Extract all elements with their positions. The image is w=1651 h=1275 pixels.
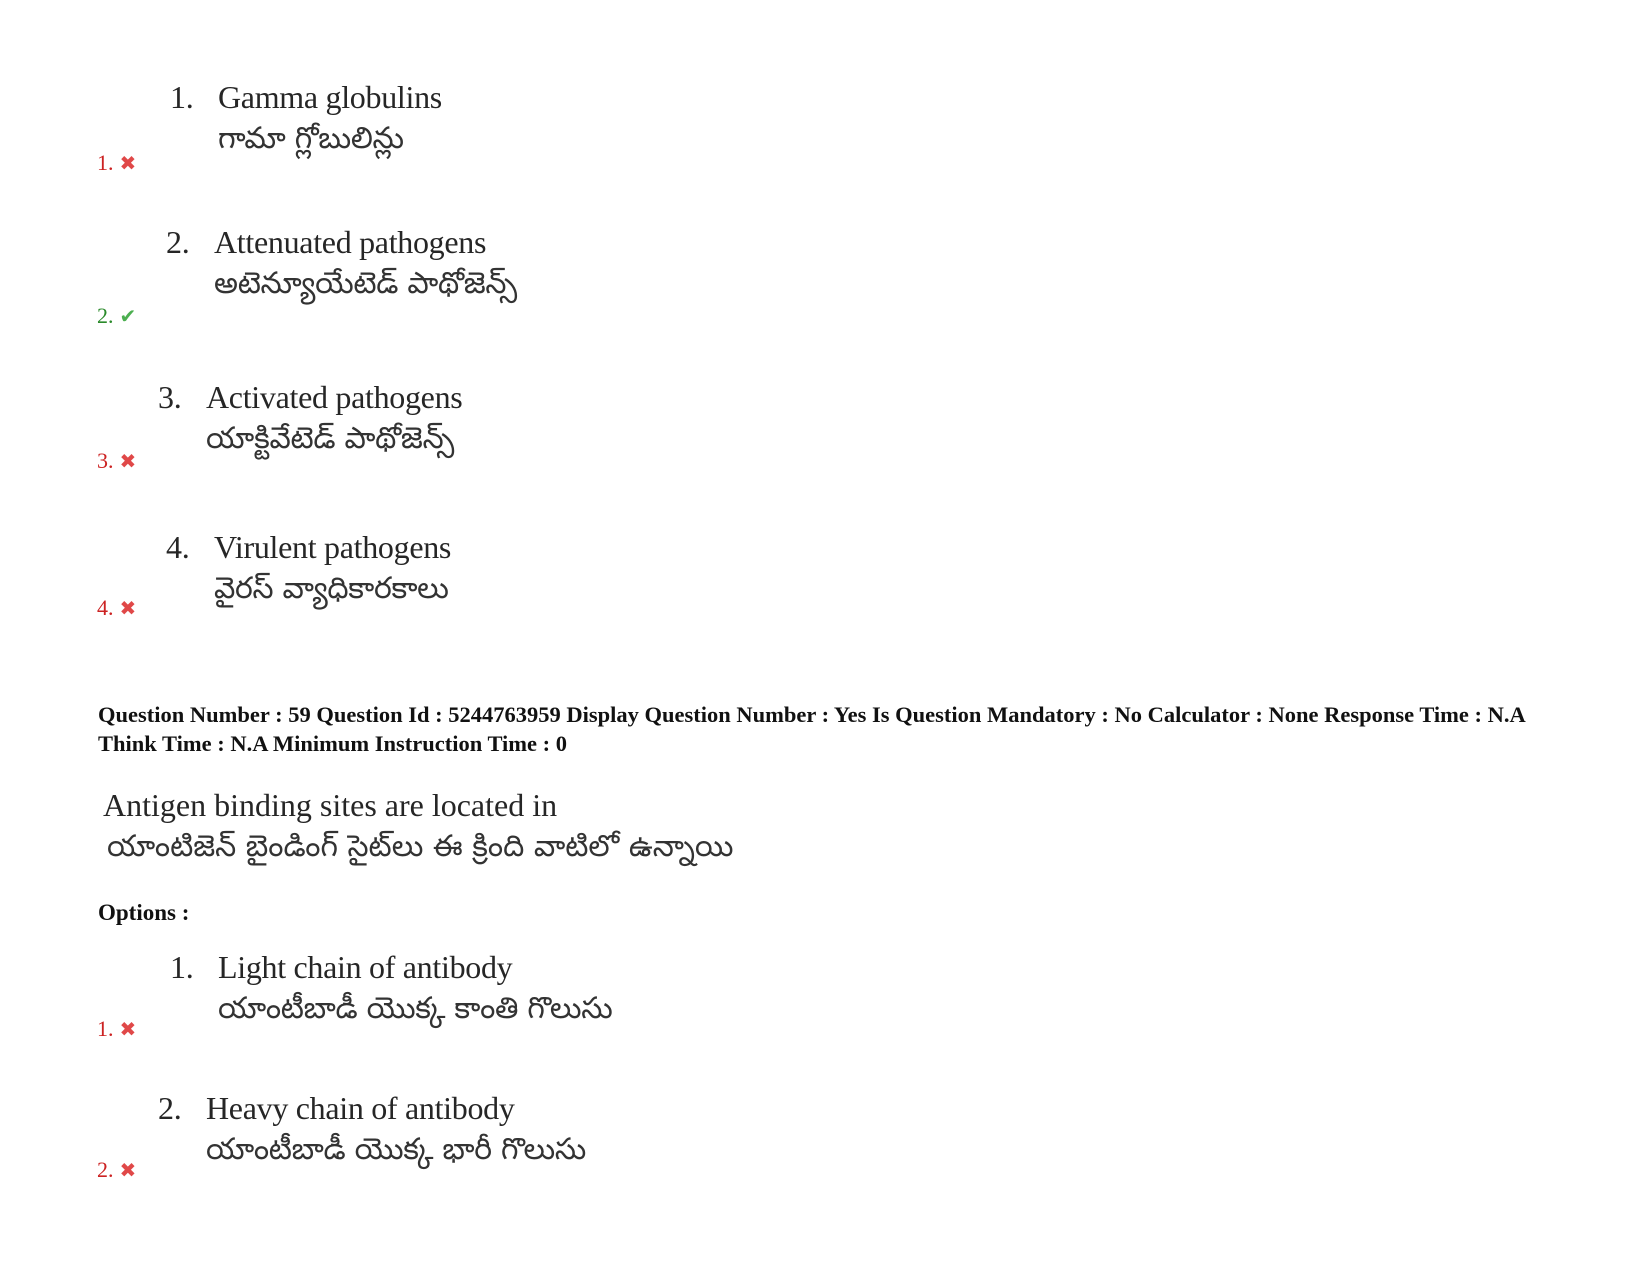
option-telugu-text: యాక్టివేటెడ్ పాథోజెన్స్ xyxy=(206,421,455,456)
cross-icon: ✖ xyxy=(119,1017,137,1041)
option-telugu-text: వైరస్ వ్యాధికారకాలు xyxy=(214,571,449,606)
option-content xyxy=(170,948,612,1032)
question-text xyxy=(103,785,734,869)
option-telugu-text: గామా గ్లోబులిన్లు xyxy=(218,121,404,156)
check-icon: ✔ xyxy=(119,304,137,328)
option-number: 2. xyxy=(158,1090,182,1126)
cross-icon: ✖ xyxy=(119,151,137,175)
question-english-text: Antigen binding sites are located in xyxy=(103,787,558,823)
option-number: 1. xyxy=(170,949,194,985)
option-marker-number: 2. xyxy=(97,303,114,328)
option-number: 1. xyxy=(170,79,194,115)
option-marker xyxy=(97,1016,136,1042)
option-english-text: Activated pathogens xyxy=(206,379,463,415)
cross-icon: ✖ xyxy=(119,449,137,473)
options-label: Options : xyxy=(98,900,190,925)
option-marker-number: 1. xyxy=(97,1016,114,1041)
option-marker-number: 2. xyxy=(97,1157,114,1182)
option-content xyxy=(158,378,462,462)
question-metadata: Question Number : 59 Question Id : 5244763959 Display Question Number : Yes Is Question Mandatory : No Calculator : None Response Time : N.A Think Time : N.A Minimum Instruction Time : 0 xyxy=(98,702,1525,756)
option-content xyxy=(166,223,517,307)
option-content xyxy=(170,78,442,162)
option-marker-number: 4. xyxy=(97,595,114,620)
option-content xyxy=(166,528,451,612)
option-english-text: Attenuated pathogens xyxy=(214,224,487,260)
option-marker xyxy=(97,448,136,474)
question-telugu-text: యాంటిజెన్ బైండింగ్ సైట్‌లు ఈ క్రింది వాటిలో ఉన్నాయి xyxy=(107,829,734,864)
option-marker xyxy=(97,303,136,329)
option-marker-number: 3. xyxy=(97,448,114,473)
cross-icon: ✖ xyxy=(119,596,137,620)
option-telugu-text: యాంటీబాడీ యొక్క భారీ గొలుసు xyxy=(206,1132,586,1167)
option-marker xyxy=(97,595,136,621)
option-english-text: Light chain of antibody xyxy=(218,949,513,985)
option-number: 4. xyxy=(166,529,190,565)
option-telugu-text: అటెన్యూయేటెడ్ పాథోజెన్స్ xyxy=(214,266,517,301)
option-marker xyxy=(97,1157,136,1183)
option-marker-number: 1. xyxy=(97,150,114,175)
option-number: 3. xyxy=(158,379,182,415)
option-english-text: Virulent pathogens xyxy=(214,529,452,565)
option-content xyxy=(158,1089,586,1173)
option-number: 2. xyxy=(166,224,190,260)
option-english-text: Heavy chain of antibody xyxy=(206,1090,515,1126)
cross-icon: ✖ xyxy=(119,1158,137,1182)
option-telugu-text: యాంటీబాడీ యొక్క కాంతి గొలుసు xyxy=(218,991,613,1026)
option-marker xyxy=(97,150,136,176)
option-english-text: Gamma globulins xyxy=(218,79,442,115)
